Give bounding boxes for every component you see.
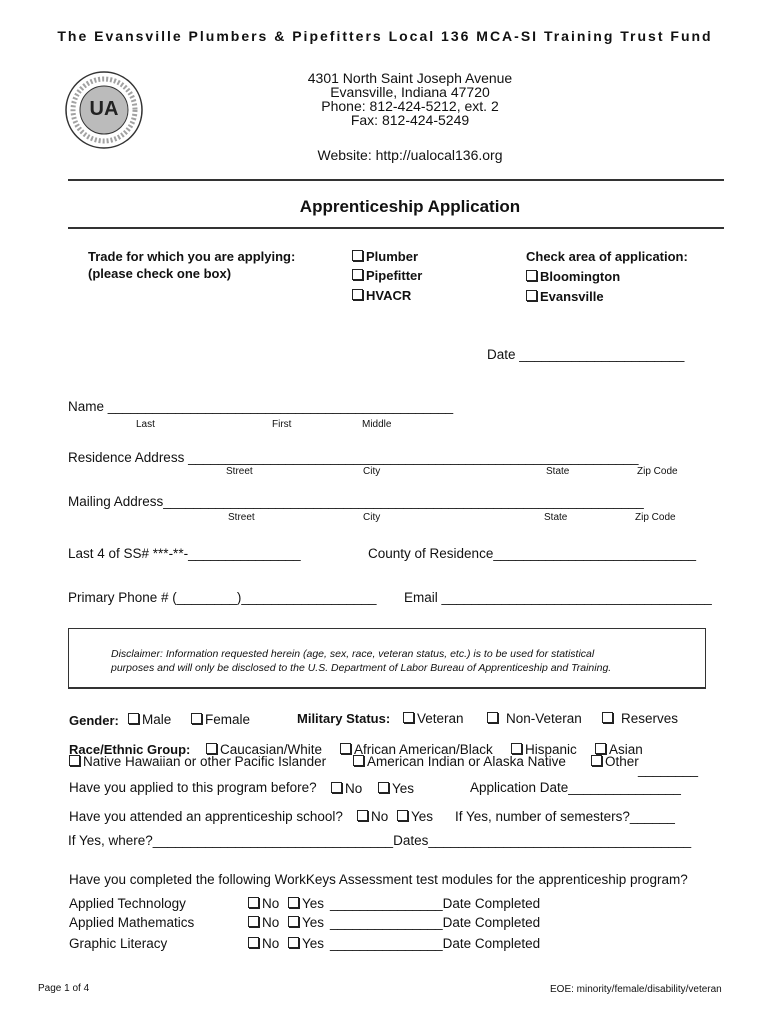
option-label: Yes: [302, 896, 325, 911]
applied-technology-no[interactable]: [248, 896, 279, 911]
gender-option-male[interactable]: [128, 712, 171, 727]
checkbox[interactable]: [353, 755, 364, 766]
checkbox[interactable]: [248, 897, 259, 908]
module-applied-technology: Applied Technology: [69, 896, 186, 911]
website-text: Website: http://ualocal136.org: [317, 147, 503, 163]
school-where-field[interactable]: If Yes, where?________________________________Dates___________________________________: [68, 833, 692, 848]
disclaimer-box: [68, 628, 706, 688]
checkbox[interactable]: [288, 937, 299, 948]
checkbox[interactable]: [248, 937, 259, 948]
disclaimer-line-2: purposes and will only be disclosed to the U.S. Department of Labor Bureau of Apprenticeship and Training.: [111, 662, 612, 674]
option-label: Yes: [302, 915, 325, 930]
checkbox[interactable]: [595, 743, 606, 754]
option-label: Caucasian/White: [220, 742, 323, 757]
residence-sub-city: City: [363, 466, 381, 477]
fax-text: Fax: 812-424-5249: [350, 112, 470, 128]
option-label: American Indian or Alaska Native: [367, 754, 566, 769]
military-option-veteran[interactable]: [403, 711, 464, 726]
checkbox[interactable]: [352, 289, 363, 300]
mailing-sub-state: State: [544, 512, 568, 523]
gender-label: Gender:: [69, 713, 119, 728]
mailing-sub-street: Street: [228, 512, 255, 523]
graphic-literacy-no[interactable]: [248, 936, 279, 951]
eoe-statement: EOE: minority/female/disability/veteran: [550, 984, 722, 995]
module-applied-mathematics: Applied Mathematics: [69, 915, 195, 930]
option-label: No: [262, 915, 280, 930]
checkbox[interactable]: [511, 743, 522, 754]
option-label: Yes: [392, 781, 415, 796]
checkbox[interactable]: [340, 743, 351, 754]
workkeys-question: Have you completed the following WorkKeys Assessment test modules for the apprenticeship program?: [69, 872, 688, 887]
checkbox[interactable]: [191, 713, 202, 724]
option-label: Reserves: [621, 711, 679, 726]
checkbox[interactable]: [331, 782, 342, 793]
option-label: Yes: [302, 936, 325, 951]
checkbox[interactable]: [357, 810, 368, 821]
applied-mathematics-yes[interactable]: [288, 915, 324, 930]
mailing-sub-zip: Zip Code: [635, 512, 676, 523]
checkbox[interactable]: [403, 712, 414, 723]
checkbox[interactable]: [487, 712, 498, 723]
option-label: Other: [605, 754, 639, 769]
option-label: HVACR: [366, 288, 412, 303]
address-line-2: Evansville, Indiana 47720: [330, 84, 490, 100]
checkbox[interactable]: [591, 755, 602, 766]
checkbox[interactable]: [378, 782, 389, 793]
name-sub-last: Last: [136, 419, 155, 430]
applied-mathematics-no[interactable]: [248, 915, 279, 930]
race-label: Race/Ethnic Group:: [69, 742, 191, 757]
option-label: Yes: [411, 809, 434, 824]
trade-label-line2: (please check one box): [88, 266, 232, 281]
area-label: Check area of application:: [526, 249, 688, 264]
semesters-field[interactable]: If Yes, number of semesters?______: [455, 809, 675, 824]
checkbox[interactable]: [526, 290, 537, 301]
checkbox[interactable]: [352, 269, 363, 280]
checkbox[interactable]: [352, 250, 363, 261]
title-divider: [68, 227, 724, 229]
option-label: Non-Veteran: [506, 711, 582, 726]
module-graphic-literacy: Graphic Literacy: [69, 936, 168, 951]
checkbox[interactable]: [397, 810, 408, 821]
name-sub-first: First: [272, 419, 292, 430]
option-label: Veteran: [417, 711, 464, 726]
option-label: Female: [205, 712, 251, 727]
option-label: African American/Black: [354, 742, 493, 757]
disclaimer-line-1: Disclaimer: Information requested herein (age, sex, race, veteran status, etc.) is to be used for statistical: [111, 648, 595, 660]
phone-text: Phone: 812-424-5212, ext. 2: [321, 98, 499, 114]
application-date-field[interactable]: Application Date_______________: [470, 780, 681, 795]
date-field[interactable]: Date ______________________: [487, 347, 685, 362]
logo-lettering: UA: [89, 98, 119, 120]
race-option-american-indian[interactable]: [353, 754, 566, 769]
race-option-native-hawaiian[interactable]: [69, 754, 326, 769]
trade-option-hvacr[interactable]: [352, 288, 411, 303]
graphic-literacy-date-field[interactable]: _______________Date Completed: [330, 936, 541, 951]
checkbox[interactable]: [128, 713, 139, 724]
trade-label-line1: Trade for which you are applying:: [88, 249, 296, 264]
page-number: Page 1 of 4: [38, 983, 90, 994]
residence-sub-street: Street: [226, 466, 253, 477]
mailing-sub-city: City: [363, 512, 381, 523]
school-yes[interactable]: [397, 809, 433, 824]
option-label: No: [345, 781, 363, 796]
school-question: Have you attended an apprenticeship school?: [69, 809, 343, 824]
trade-option-pipefitter[interactable]: [352, 268, 422, 283]
option-label: Plumber: [366, 249, 419, 264]
option-label: Evansville: [540, 289, 604, 304]
military-option-non-veteran[interactable]: [487, 711, 582, 726]
military-status-label: Military Status:: [297, 711, 391, 726]
school-no[interactable]: [357, 809, 388, 824]
graphic-literacy-yes[interactable]: [288, 936, 324, 951]
gender-option-female[interactable]: [191, 712, 250, 727]
header-divider: [68, 179, 724, 181]
applied-before-question: Have you applied to this program before?: [69, 780, 317, 795]
option-label: No: [262, 896, 280, 911]
applied-before-no[interactable]: [331, 781, 362, 796]
military-option-reserves[interactable]: [602, 711, 678, 726]
option-label: No: [371, 809, 389, 824]
document-header-title: The Evansville Plumbers & Pipefitters Local 136 MCA-SI Training Trust Fund: [57, 28, 713, 44]
option-label: Hispanic: [525, 742, 577, 757]
option-label: Bloomington: [540, 269, 621, 284]
option-label: Pipefitter: [366, 268, 423, 283]
checkbox[interactable]: [69, 755, 80, 766]
checkbox[interactable]: [602, 712, 613, 723]
race-other-blank[interactable]: ________: [638, 762, 699, 777]
option-label: Native Hawaiian or other Pacific Islander: [83, 754, 327, 769]
trade-option-plumber[interactable]: [352, 249, 418, 264]
area-option-bloomington[interactable]: [526, 269, 620, 284]
applied-before-yes[interactable]: [378, 781, 414, 796]
option-label: No: [262, 936, 280, 951]
residence-address-field[interactable]: Residence Address ____________________________________________________________: [68, 450, 639, 465]
ssn-field[interactable]: Last 4 of SS# ***-**-_______________: [68, 546, 301, 561]
area-option-evansville[interactable]: [526, 289, 604, 304]
form-title: Apprenticeship Application: [299, 197, 521, 216]
mailing-address-field[interactable]: Mailing Address________________________________________________________________: [68, 494, 644, 509]
applied-technology-yes[interactable]: [288, 896, 324, 911]
checkbox[interactable]: [288, 897, 299, 908]
disclaimer-text: [111, 647, 611, 675]
residence-sub-zip: Zip Code: [637, 466, 678, 477]
county-field[interactable]: County of Residence___________________________: [368, 546, 697, 561]
checkbox[interactable]: [248, 916, 259, 927]
option-label: Male: [142, 712, 172, 727]
applied-mathematics-date-field[interactable]: _______________Date Completed: [330, 915, 541, 930]
email-field[interactable]: Email ____________________________________: [404, 590, 712, 605]
race-option-other[interactable]: [591, 754, 639, 769]
checkbox[interactable]: [206, 743, 217, 754]
name-sub-middle: Middle: [362, 419, 392, 430]
checkbox[interactable]: [526, 270, 537, 281]
union-logo: [64, 70, 144, 150]
residence-sub-state: State: [546, 466, 570, 477]
checkbox[interactable]: [288, 916, 299, 927]
address-line-1: 4301 North Saint Joseph Avenue: [307, 70, 513, 86]
option-label: Asian: [609, 742, 643, 757]
name-field[interactable]: Name ______________________________________________: [68, 399, 454, 414]
applied-technology-date-field[interactable]: _______________Date Completed: [330, 896, 541, 911]
primary-phone-field[interactable]: Primary Phone # (________)__________________: [68, 590, 377, 605]
